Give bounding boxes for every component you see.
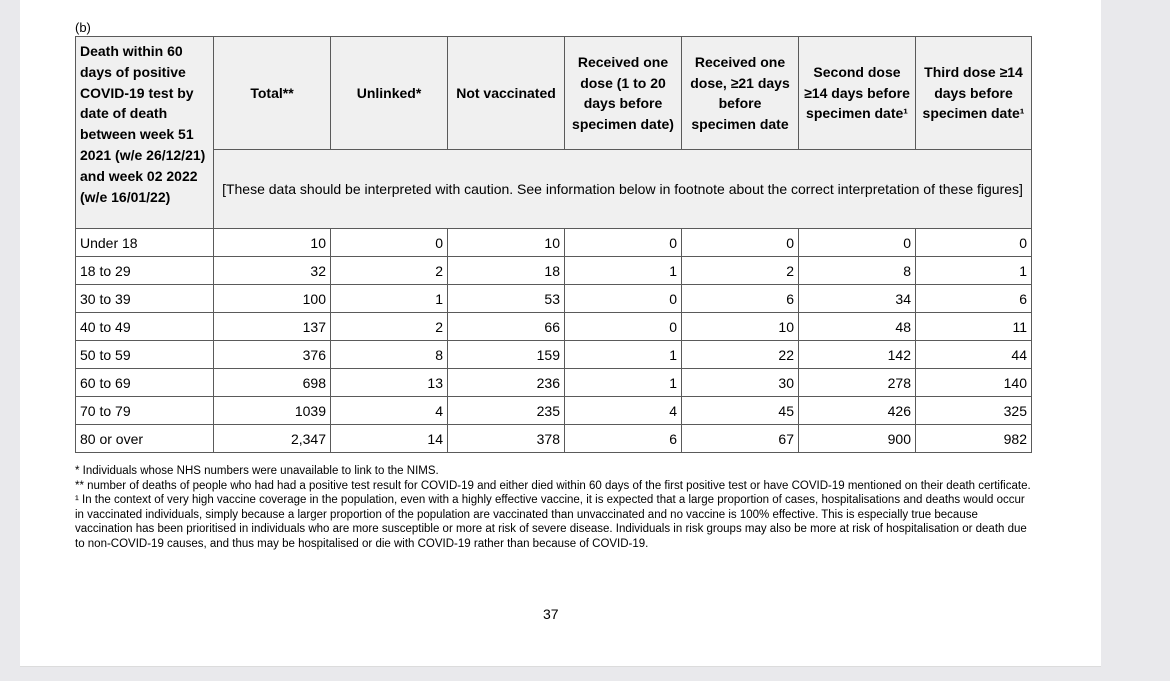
table-cell: 142 <box>799 341 916 369</box>
table-cell: 18 <box>448 257 565 285</box>
column-header-not-vaccinated: Not vaccinated <box>448 37 565 150</box>
table-cell: 900 <box>799 425 916 453</box>
column-header-one-dose-21plus: Received one dose, ≥21 days before specimen date <box>682 37 799 150</box>
table-body <box>76 229 1032 453</box>
table-row <box>76 313 1032 341</box>
caution-row <box>76 150 1032 229</box>
row-label: 60 to 69 <box>76 369 214 397</box>
table-cell: 22 <box>682 341 799 369</box>
table-cell: 53 <box>448 285 565 313</box>
table-cell: 1 <box>565 257 682 285</box>
row-label: 70 to 79 <box>76 397 214 425</box>
table-row <box>76 257 1032 285</box>
footnotes <box>75 464 1035 552</box>
table-cell: 140 <box>916 369 1032 397</box>
table-cell: 1 <box>565 369 682 397</box>
table-cell: 67 <box>682 425 799 453</box>
table-cell: 10 <box>214 229 331 257</box>
table-cell: 2 <box>331 313 448 341</box>
table-cell: 6 <box>565 425 682 453</box>
table-cell: 4 <box>565 397 682 425</box>
table-cell: 10 <box>682 313 799 341</box>
table-cell: 45 <box>682 397 799 425</box>
table-cell: 10 <box>448 229 565 257</box>
table-cell: 0 <box>916 229 1032 257</box>
row-label: 18 to 29 <box>76 257 214 285</box>
table-cell: 698 <box>214 369 331 397</box>
table-row <box>76 425 1032 453</box>
row-label: 50 to 59 <box>76 341 214 369</box>
row-label: 40 to 49 <box>76 313 214 341</box>
table-row <box>76 397 1032 425</box>
table-cell: 159 <box>448 341 565 369</box>
row-label: 80 or over <box>76 425 214 453</box>
section-label: (b) <box>75 20 91 35</box>
table-cell: 1 <box>916 257 1032 285</box>
caution-note: [These data should be interpreted with caution. See information below in footnote about the correct interpretation of these figures] <box>214 150 1032 229</box>
table-cell: 0 <box>682 229 799 257</box>
table-cell: 48 <box>799 313 916 341</box>
table-cell: 137 <box>214 313 331 341</box>
table-cell: 1 <box>331 285 448 313</box>
table-cell: 13 <box>331 369 448 397</box>
column-header-unlinked: Unlinked* <box>331 37 448 150</box>
vaccination-deaths-table <box>75 36 1032 453</box>
table-cell: 2 <box>331 257 448 285</box>
table-cell: 44 <box>916 341 1032 369</box>
table-cell: 378 <box>448 425 565 453</box>
table-cell: 235 <box>448 397 565 425</box>
table-cell: 0 <box>565 313 682 341</box>
table-cell: 0 <box>565 285 682 313</box>
table-cell: 11 <box>916 313 1032 341</box>
table-cell: 0 <box>331 229 448 257</box>
table-row <box>76 285 1032 313</box>
row-label: Under 18 <box>76 229 214 257</box>
table-cell: 14 <box>331 425 448 453</box>
table-cell: 66 <box>448 313 565 341</box>
table-row <box>76 229 1032 257</box>
table-cell: 325 <box>916 397 1032 425</box>
header-row <box>76 37 1032 150</box>
table-cell: 236 <box>448 369 565 397</box>
table-cell: 376 <box>214 341 331 369</box>
table-row <box>76 369 1032 397</box>
table-cell: 8 <box>799 257 916 285</box>
footnote-unlinked: * Individuals whose NHS numbers were unavailable to link to the NIMS. <box>75 465 439 477</box>
table-cell: 2 <box>682 257 799 285</box>
table-cell: 1039 <box>214 397 331 425</box>
column-header-total: Total** <box>214 37 331 150</box>
document-page <box>20 0 1101 667</box>
table-cell: 30 <box>682 369 799 397</box>
table-cell: 6 <box>916 285 1032 313</box>
table-row <box>76 341 1032 369</box>
table-cell: 4 <box>331 397 448 425</box>
table-cell: 0 <box>799 229 916 257</box>
page-number: 37 <box>543 606 559 622</box>
corner-header: Death within 60 days of positive COVID-19 test by date of death between week 51 2021 (w/e 26/12/21) and week 02 2022 (w/e 16/01/22) <box>76 37 214 229</box>
table-cell: 426 <box>799 397 916 425</box>
footnote-context: ¹ In the context of very high vaccine coverage in the population, even with a highly effective vaccine, it is expected that a large proportion of cases, hospitalisations and deaths would occur in vaccinated individuals, simply because a larger proportion of the population are vaccinated than unvaccinated and no vaccine is 100% effective. This is especially true because vaccination has been prioritised in individuals who are more susceptible or more at risk of severe disease. Individuals in risk groups may also be more at risk of hospitalisation or death due to non-COVID-19 causes, and thus may be hospitalised or die with COVID-19 rather than because of COVID-19. <box>75 494 1027 550</box>
column-header-one-dose-1-20: Received one dose (1 to 20 days before specimen date) <box>565 37 682 150</box>
table-cell: 2,347 <box>214 425 331 453</box>
table-cell: 32 <box>214 257 331 285</box>
column-header-third-dose: Third dose ≥14 days before specimen date¹ <box>916 37 1032 150</box>
table-cell: 1 <box>565 341 682 369</box>
table-cell: 6 <box>682 285 799 313</box>
footnote-total: ** number of deaths of people who had had a positive test result for COVID-19 and either died within 60 days of the first positive test or have COVID-19 mentioned on their death certificate. <box>75 479 1031 492</box>
table-cell: 100 <box>214 285 331 313</box>
table-cell: 0 <box>565 229 682 257</box>
table-cell: 982 <box>916 425 1032 453</box>
table-cell: 34 <box>799 285 916 313</box>
column-header-second-dose: Second dose ≥14 days before specimen date¹ <box>799 37 916 150</box>
table-cell: 8 <box>331 341 448 369</box>
row-label: 30 to 39 <box>76 285 214 313</box>
table-cell: 278 <box>799 369 916 397</box>
